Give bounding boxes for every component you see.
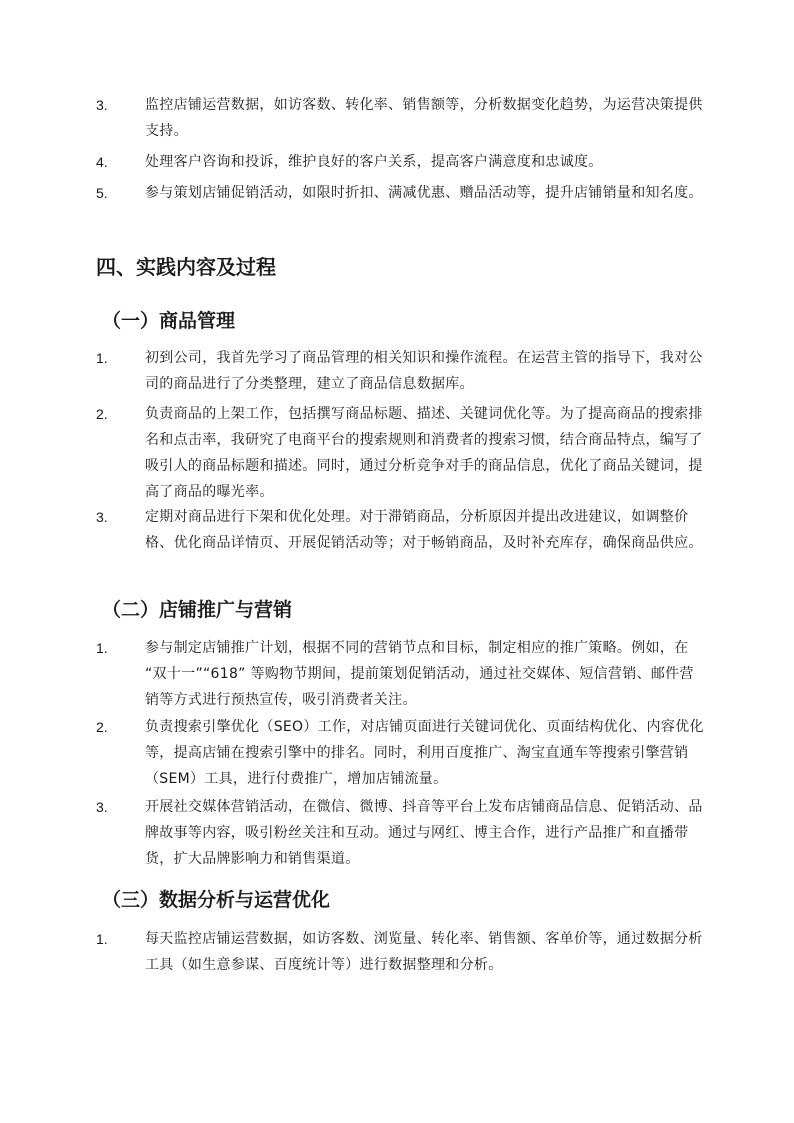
list-number: 1. [96, 640, 108, 656]
list-text: 监控店铺运营数据，如访客数、转化率、销售额等，分析数据变化趋势，为运营决策提供支持。 [145, 97, 703, 139]
list-number: 4. [96, 154, 108, 170]
list-text: 参与策划店铺促销活动，如限时折扣、满减优惠、赠品活动等，提升店铺销量和知名度。 [145, 185, 703, 201]
list-text: 定期对商品进行下架和优化处理。对于滞销商品，分析原因并提出改进建议，如调整价格、优化商品详情页、开展促销活动等；对于畅销商品，及时补充库存，确保商品供应。 [145, 509, 703, 551]
list-text: 参与制定店铺推广计划，根据不同的营销节点和目标，制定相应的推广策略。例如，在 “双十一”“618” 等购物节期间，提前策划促销活动，通过社交媒体、短信营销、邮件营销等方式进行预热宣传，吸引消费者关注。 [145, 640, 694, 708]
list-number: 5. [96, 185, 108, 201]
list-text: 每天监控店铺运营数据，如访客数、浏览量、转化率、销售额、客单价等，通过数据分析工具（如生意参谋、百度统计等）进行数据整理和分析。 [145, 931, 703, 973]
list-number: 2. [96, 406, 108, 422]
list-number: 3. [96, 509, 108, 525]
list-number: 2. [96, 719, 108, 735]
subsection-heading: （二）店铺推广与营销 [102, 599, 293, 621]
list-text: 开展社交媒体营销活动，在微信、微博、抖音等平台上发布店铺商品信息、促销活动、品牌故事等内容，吸引粉丝关注和互动。通过与网红、博主合作，进行产品推广和直播带货，扩大品牌影响力和销售渠道。 [145, 799, 703, 867]
subsection-heading: （一）商品管理 [102, 310, 236, 332]
list-text: 负责商品的上架工作，包括撰写商品标题、描述、关键词优化等。为了提高商品的搜索排名和点击率，我研究了电商平台的搜索规则和消费者的搜索习惯，结合商品特点，编写了吸引人的商品标题和描述。同时，通过分析竞争对手的商品信息，优化了商品关键词，提高了商品的曝光率。 [145, 406, 703, 500]
list-text: 处理客户咨询和投诉，维护良好的客户关系，提高客户满意度和忠诚度。 [145, 154, 603, 170]
list-text: 负责搜索引擎优化（SEO）工作，对店铺页面进行关键词优化、页面结构优化、内容优化等，提高店铺在搜索引擎中的排名。同时，利用百度推广、淘宝直通车等搜索引擎营销（SEM）工具，进行付费推广，增加店铺流量。 [145, 719, 704, 787]
list-number: 3. [96, 97, 108, 113]
list-number: 3. [96, 799, 108, 815]
list-text: 初到公司，我首先学习了商品管理的相关知识和操作流程。在运营主管的指导下，我对公司的商品进行了分类整理，建立了商品信息数据库。 [145, 350, 703, 392]
section-heading: 四、实践内容及过程 [96, 255, 276, 279]
list-number: 1. [96, 931, 108, 947]
subsection-heading: （三）数据分析与运营优化 [102, 889, 331, 911]
list-number: 1. [96, 350, 108, 366]
